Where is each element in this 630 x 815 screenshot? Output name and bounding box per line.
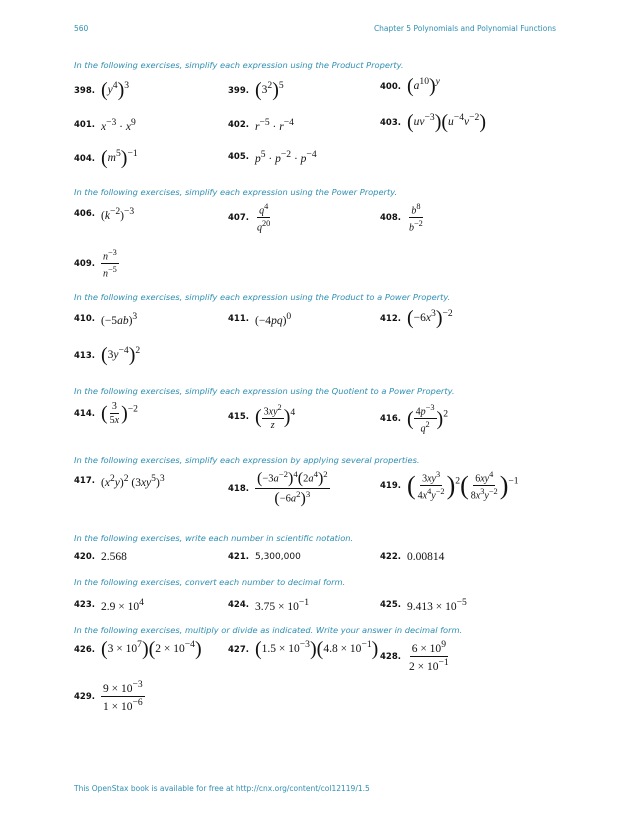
instruction-quotient-to-power: In the following exercises, simplify each expression using the Quotient to a Power Property. bbox=[74, 386, 455, 396]
expression: $9.413 \times 10^{-5}$ bbox=[406, 596, 467, 613]
instruction-decimal-form: In the following exercises, convert each number to decimal form. bbox=[74, 577, 346, 587]
exercise-414: 414. ( $\frac{3}{5x}$ )$^{-2}$ bbox=[74, 401, 138, 426]
exercise-407: 407. $\frac{q^4}{q^{20}}$ bbox=[228, 202, 271, 234]
instruction-scientific-notation: In the following exercises, write each number in scientific notation. bbox=[74, 533, 354, 543]
expression: $(1.5 \times 10^{-3})(4.8 \times 10^{-1})$ bbox=[254, 638, 379, 661]
exercise-405: 405. $p^5 \cdot p^{-2} \cdot p^{-4}$ bbox=[228, 148, 317, 165]
expression: ( $\frac{3xy^3}{4x^4y^{-2}}$ )$^2$( $\frac{6xy^4}{8x^3y^{-2}}$ )$^{-1}$ bbox=[406, 470, 519, 502]
expression: $(k^{-2})^{-3}$ bbox=[100, 205, 135, 222]
exercise-412: 412. $(-6x^3)^{-2}$ bbox=[380, 307, 453, 330]
instruction-product-to-power: In the following exercises, simplify each expression using the Product to a Power Property. bbox=[74, 292, 451, 302]
exercise-413: 413. $(3y^{-4})^2$ bbox=[74, 344, 141, 367]
instruction-power-property: In the following exercises, simplify each expression using the Power Property. bbox=[74, 187, 398, 197]
expression: $2.9 \times 10^4$ bbox=[100, 596, 144, 613]
expression: $(uv^{-3})(u^{-4}v^{-2})$ bbox=[406, 111, 486, 134]
exercise-422: 422. 0.00814 bbox=[380, 550, 445, 563]
exercise-426: 426. $(3 \times 10^7)(2 \times 10^{-4})$ bbox=[74, 638, 202, 661]
value: 0.00814 bbox=[406, 550, 445, 563]
exercise-399: 399. $(3^2)^5$ bbox=[228, 79, 284, 102]
exercise-423: 423. $2.9 \times 10^4$ bbox=[74, 596, 144, 613]
exercise-418: 418. $\frac{(-3a^{-2})^4(2a^4)^2}{(-6a^2)^3}$ bbox=[228, 469, 328, 508]
value: 2.568 bbox=[100, 550, 127, 563]
instruction-several-properties: In the following exercises, simplify each expression by applying several properties. bbox=[74, 455, 420, 465]
exercise-428: 428. $\frac{6 \times 10^9}{2 \times 10^{-1}}$ bbox=[380, 639, 449, 674]
expression: $(y^4)^3$ bbox=[100, 79, 130, 102]
expression: $p^5 \cdot p^{-2} \cdot p^{-4}$ bbox=[254, 148, 317, 165]
exercise-429: 429. $\frac{9 \times 10^{-3}}{1 \times 10^{-6}}$ bbox=[74, 679, 143, 714]
exercise-424: 424. $3.75 \times 10^{-1}$ bbox=[228, 596, 310, 613]
exercise-404: 404. $(m^5)^{-1}$ bbox=[74, 147, 138, 170]
expression: ( $\frac{3xy^2}{z}$ )$^4$ bbox=[254, 403, 296, 432]
expression: ( $\frac{4p^{-3}}{q^2}$ )$^2$ bbox=[406, 403, 448, 435]
exercise-403: 403. $(uv^{-3})(u^{-4}v^{-2})$ bbox=[380, 111, 486, 134]
expression: $\frac{q^4}{q^{20}}$ bbox=[256, 202, 271, 234]
exercise-415: 415. ( $\frac{3xy^2}{z}$ )$^4$ bbox=[228, 403, 296, 432]
expression: $\frac{6 \times 10^9}{2 \times 10^{-1}}$ bbox=[408, 639, 449, 674]
expression: $(3 \times 10^7)(2 \times 10^{-4})$ bbox=[100, 638, 202, 661]
expression: $\frac{n^{-3}}{n^{-5}}$ bbox=[102, 248, 117, 280]
exercise-400: 400. $(a^{10})^y$ bbox=[380, 75, 440, 98]
exercise-419: 419. ( $\frac{3xy^3}{4x^4y^{-2}}$ )$^2$( $\frac{6xy^4}{8x^3y^{-2}}$ )$^{-1}$ bbox=[380, 470, 519, 502]
expression: $(-6x^3)^{-2}$ bbox=[406, 307, 453, 330]
page-number: 560 bbox=[74, 24, 89, 33]
exercise-416: 416. ( $\frac{4p^{-3}}{q^2}$ )$^2$ bbox=[380, 403, 448, 435]
value: 5,300,000 bbox=[254, 551, 301, 562]
exercise-401: 401. $x^{-3} \cdot x^9$ bbox=[74, 116, 136, 133]
exercise-402: 402. $r^{-5} \cdot r^{-4}$ bbox=[228, 116, 294, 133]
exercise-398: 398. $(y^4)^3$ bbox=[74, 79, 130, 102]
expression: $\frac{b^8}{b^{-2}}$ bbox=[408, 202, 423, 234]
exercise-406: 406. $(k^{-2})^{-3}$ bbox=[74, 205, 135, 222]
expression: ( $\frac{3}{5x}$ )$^{-2}$ bbox=[100, 401, 138, 426]
expression: $(m^5)^{-1}$ bbox=[100, 147, 138, 170]
exercise-417: 417. $(x^2y)^2$ $(3xy^5)^3$ bbox=[74, 472, 165, 489]
exercise-409: 409. $\frac{n^{-3}}{n^{-5}}$ bbox=[74, 248, 117, 280]
expression: $3.75 \times 10^{-1}$ bbox=[254, 596, 310, 613]
exercise-427: 427. $(1.5 \times 10^{-3})(4.8 \times 10^{-1})$ bbox=[228, 638, 379, 661]
exercise-411: 411. $(-4pq)^0$ bbox=[228, 310, 292, 327]
chapter-title: Chapter 5 Polynomials and Polynomial Functions bbox=[373, 24, 556, 33]
expression: $x^{-3} \cdot x^9$ bbox=[100, 116, 136, 133]
expression: $\frac{(-3a^{-2})^4(2a^4)^2}{(-6a^2)^3}$ bbox=[256, 469, 328, 508]
instruction-multiply-divide: In the following exercises, multiply or divide as indicated. Write your answer in decimal form. bbox=[74, 625, 463, 635]
instruction-product-property: In the following exercises, simplify each expression using the Product Property. bbox=[74, 60, 404, 70]
expression: $(-4pq)^0$ bbox=[254, 310, 292, 327]
expression: $(3y^{-4})^2$ bbox=[100, 344, 141, 367]
expression: $(3^2)^5$ bbox=[254, 79, 284, 102]
exercise-425: 425. $9.413 \times 10^{-5}$ bbox=[380, 596, 467, 613]
exercise-408: 408. $\frac{b^8}{b^{-2}}$ bbox=[380, 202, 423, 234]
footer-note: This OpenStax book is available for free at http://cnx.org/content/col12119/1.5 bbox=[74, 784, 370, 793]
exercise-420: 420. 2.568 bbox=[74, 550, 127, 563]
exercise-421: 421. 5,300,000 bbox=[228, 551, 301, 562]
expression: $(x^2y)^2$ $(3xy^5)^3$ bbox=[100, 472, 165, 489]
expression: $(a^{10})^y$ bbox=[406, 75, 440, 98]
exercise-410: 410. $(-5ab)^3$ bbox=[74, 310, 138, 327]
expression: $(-5ab)^3$ bbox=[100, 310, 138, 327]
expression: $r^{-5} \cdot r^{-4}$ bbox=[254, 116, 294, 133]
expression: $\frac{9 \times 10^{-3}}{1 \times 10^{-6}}$ bbox=[102, 679, 143, 714]
